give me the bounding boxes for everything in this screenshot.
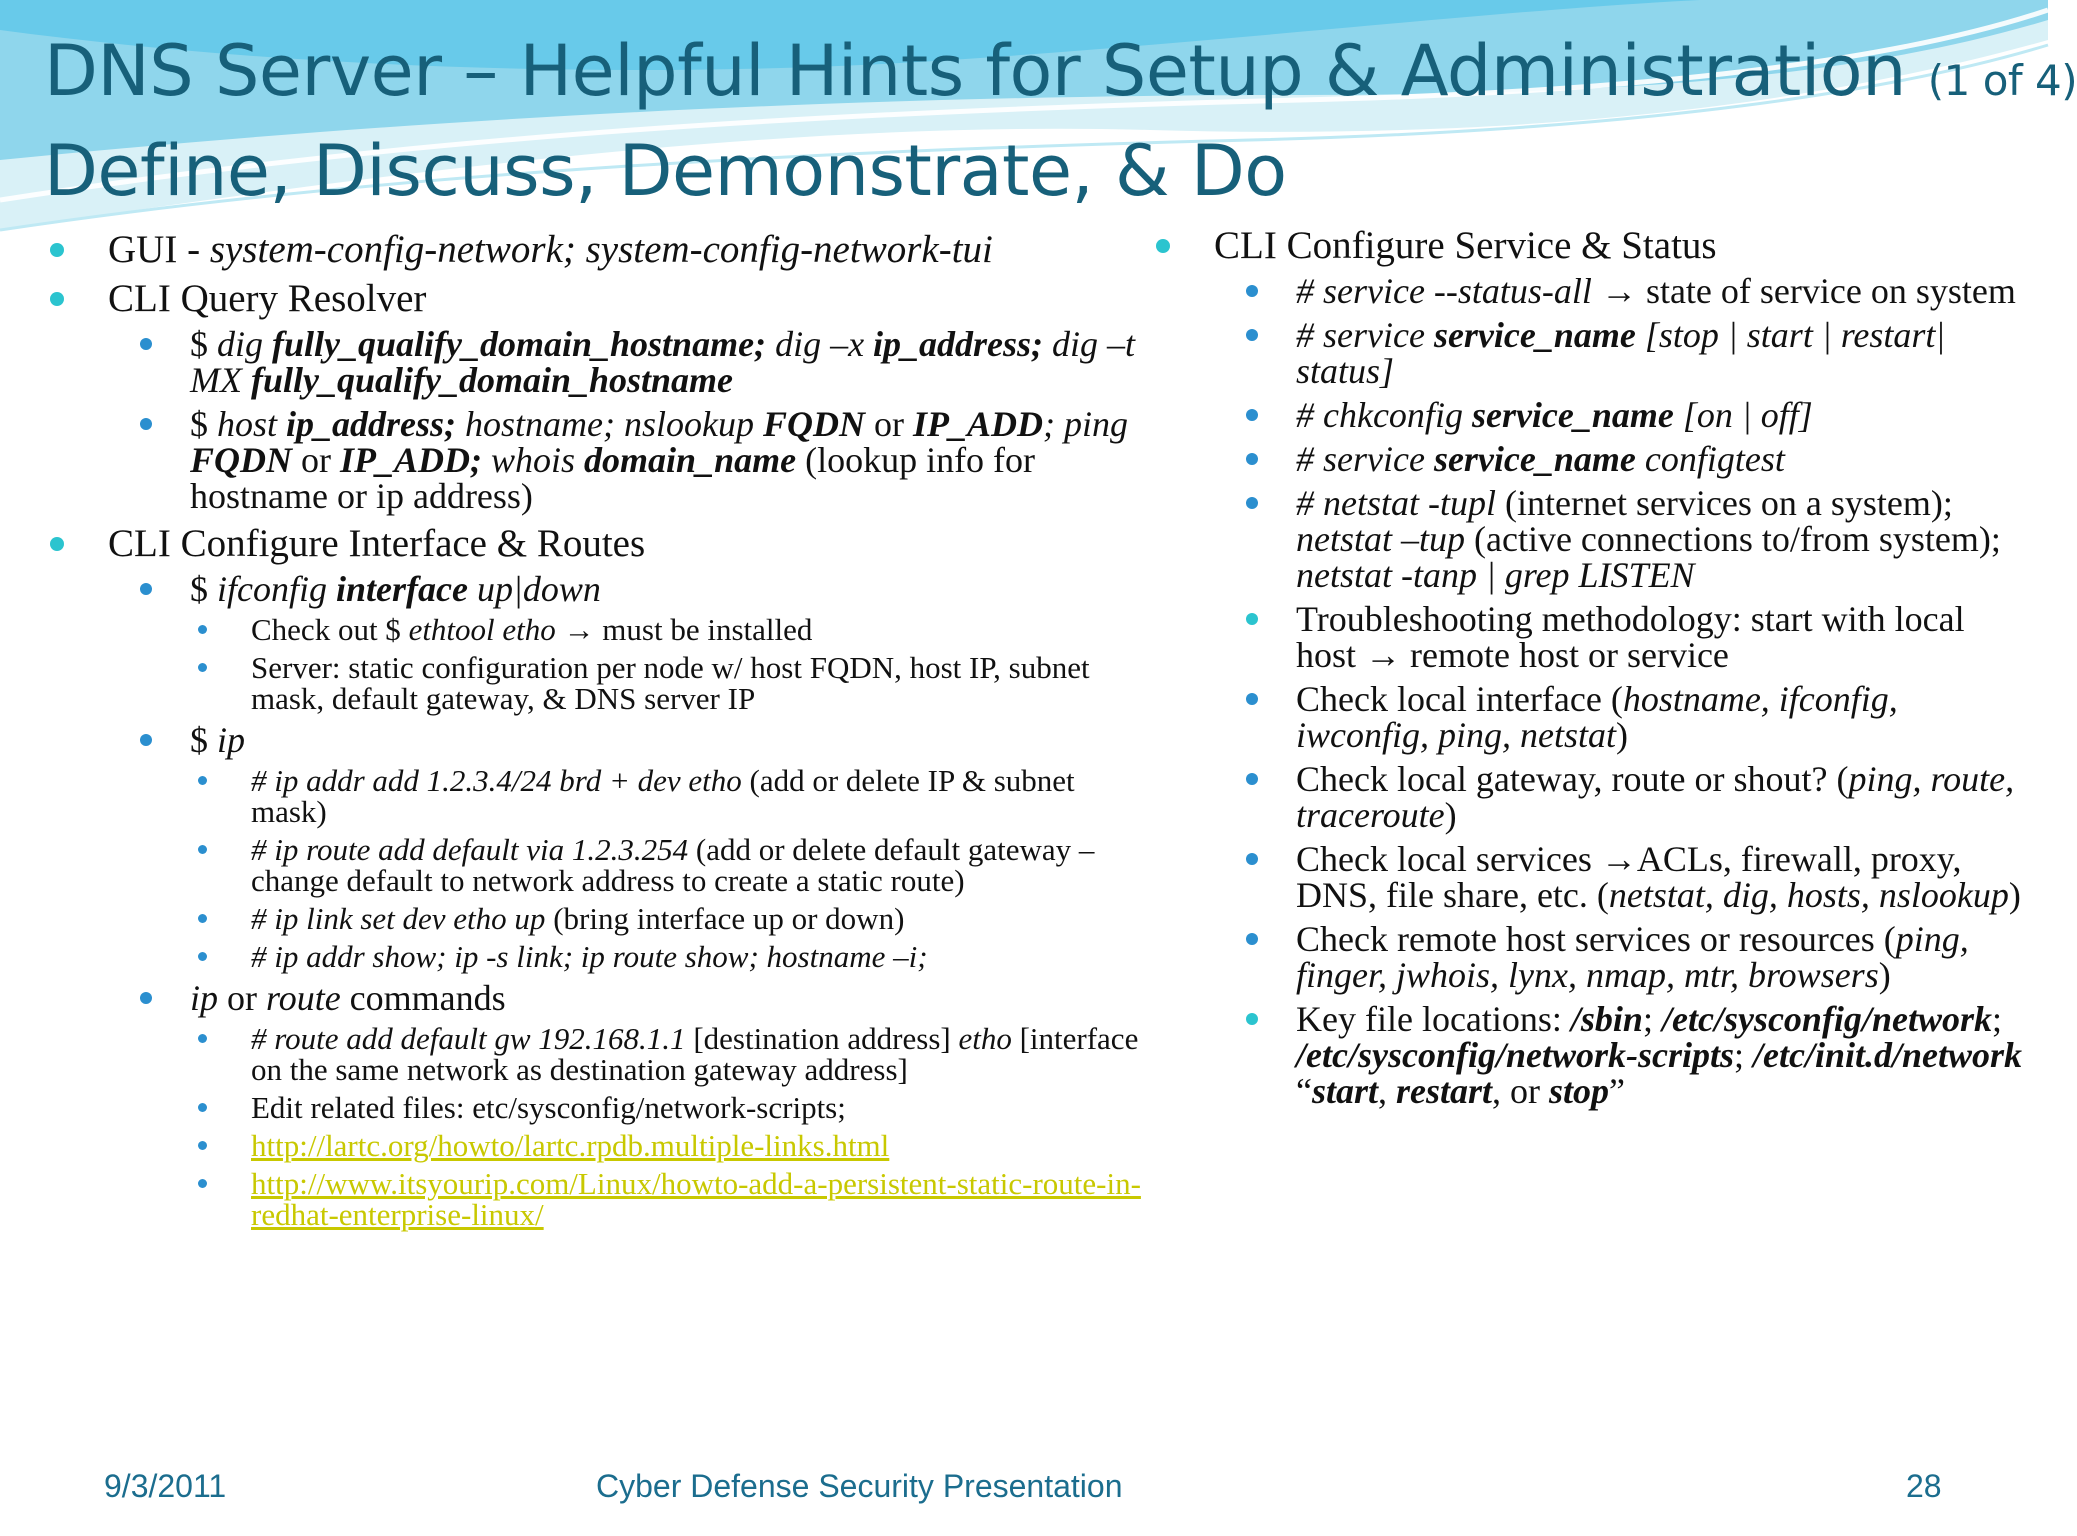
host-nslookup: hostname; nslookup [456,404,763,444]
host-or: or [865,404,913,444]
bullet-ifconfig [46,571,1156,607]
bullet-dot [1246,613,1258,625]
bullet-check-remote [1152,921,2032,993]
bullet-dot [1156,239,1170,253]
check-iface-text: Check local interface ( [1296,679,1623,719]
bullet-ip-route [46,834,1156,896]
route-dev: etho [958,1021,1012,1056]
bullet-configtest [1152,441,2032,477]
bullet-dot [1246,1013,1258,1025]
ip-cmd: ip [217,720,246,760]
server-static-text: Server: static configuration per node w/ host FQDN, host IP, subnet mask, default gateway, & DNS server IP [251,650,1090,716]
ip-prefix: $ [190,720,217,760]
bullet-dot [1246,453,1258,465]
ethtool-post: → must be installed [555,612,813,647]
bullet-cli-service [1152,226,2032,265]
bullet-ip-addr [46,765,1156,827]
bullet-dot [198,1179,207,1188]
netstat-tanp: netstat -tanp | grep LISTEN [1296,555,1695,595]
cli-service-label: CLI Configure Service & Status [1214,224,1717,267]
bullet-dot [198,1103,207,1112]
bullet-dot [140,734,152,746]
dig-cmd: dig [217,324,273,364]
key-restart: restart [1396,1071,1493,1111]
netstat-tupl: # netstat -tupl [1296,483,1496,523]
status-all-note: → state of service on system [1591,271,2016,311]
bullet-dot [198,914,207,923]
key-start: start [1311,1071,1379,1111]
host-note: (lookup info for hostname or ip address) [190,440,1036,516]
ip-addr-cmd: # ip addr add 1.2.3.4/24 brd + dev etho [251,763,742,798]
cli-iface-label: CLI Configure Interface & Routes [108,522,646,565]
bullet-ip-route-commands [46,980,1156,1016]
dig-host2: fully_qualify_domain_hostname [250,360,734,400]
title-main: DNS Server – Helpful Hints for Setup & Administration [44,30,1906,112]
bullet-dot [198,952,207,961]
bullet-ip-link [46,903,1156,934]
bullet-dot [1246,285,1258,297]
dig-x: dig –x [766,324,874,364]
bullet-status-all [1152,273,2032,309]
check-iface-cmds: hostname, ifconfig, iwconfig, ping, netstat [1296,679,1898,755]
bullet-link1 [46,1130,1156,1161]
right-column [1152,218,2032,1109]
bullet-host [46,406,1156,514]
check-iface-end: ) [1616,715,1628,755]
bullet-dot [1246,693,1258,705]
host-ping: ; ping [1043,404,1129,444]
bullet-dot [140,338,152,350]
bullet-route-add [46,1023,1156,1085]
svc-opts: [stop | start | restart| status] [1296,315,1946,391]
key-scripts: /etc/sysconfig/network-scripts [1296,1035,1734,1075]
bullet-edit-files [46,1092,1156,1123]
ip-link-note: (bring interface up or down) [545,901,905,936]
bullet-dot [50,292,64,306]
bullet-dot [1246,773,1258,785]
chk-name: service_name [1471,395,1674,435]
bullet-service-control [1152,317,2032,389]
host-domain: domain_name [584,440,797,480]
bullet-key-files [1152,1001,2032,1109]
host-prefix: $ [190,404,217,444]
bullet-dot [140,992,152,1004]
key-sep: ; [1991,999,2002,1039]
bullet-dot [1246,497,1258,509]
key-label: Key file locations: [1296,999,1571,1039]
ifc-iface: interface [336,569,468,609]
bullet-dot [198,845,207,854]
key-quote: ” [1609,1071,1626,1111]
host-cmd: host [217,404,287,444]
gui-commands: system-config-network; system-config-network-tui [209,228,993,271]
bullet-dot [1246,853,1258,865]
slide-subtitle: Define, Discuss, Demonstrate, & Do [44,130,1287,212]
iproute-tail: commands [340,978,506,1018]
check-remote-cmds: ping, finger, jwhois, lynx, nmap, mtr, browsers [1296,919,1969,995]
cfg-name: service_name [1433,439,1636,479]
ethtool-pre: Check out $ [251,612,409,647]
ethtool-cmd: ethtool etho [408,612,556,647]
iproute-route: route [266,978,341,1018]
dig-prefix: $ [190,324,217,364]
bullet-dig [46,326,1156,398]
svc-name: service_name [1433,315,1636,355]
host-or2: or [292,440,341,480]
bullet-ip-show [46,941,1156,972]
key-sep: ; [1733,1035,1753,1075]
troubleshooting-text: Troubleshooting methodology: start with local host → remote host or service [1296,599,1965,675]
footer-date: 9/3/2011 [104,1468,227,1504]
key-sbin: /sbin [1570,999,1643,1039]
ip-show-cmd: # ip addr show; ip -s link; ip route show; hostname –i; [251,939,928,974]
bullet-dot [140,418,152,430]
bullet-cli-iface [46,524,1156,563]
bullet-check-gateway [1152,761,2032,833]
footer-title: Cyber Defense Security Presentation [596,1468,1123,1504]
netstat-note1: (internet services on a system); [1496,483,1953,523]
host-whois: whois [482,440,585,480]
ifc-updown: up|down [467,569,601,609]
bullet-dot [1246,409,1258,421]
bullet-gui [46,230,1156,269]
key-stop: stop [1549,1071,1610,1111]
host-ip: ip_address; [286,404,457,444]
bullet-cli-query [46,279,1156,318]
check-gw-end: ) [1444,795,1457,835]
key-comma: , [1378,1071,1397,1111]
bullet-netstat [1152,485,2032,593]
check-gw-cmds: ping, route, traceroute [1296,759,2015,835]
route-mid: [destination address] [685,1021,959,1056]
bullet-dot [1246,933,1258,945]
edit-files-text: Edit related files: etc/sysconfig/network-scripts; [251,1090,846,1125]
ip-route-note: (add or delete default gateway – change default to network address to create a static route) [251,832,1095,898]
bullet-dot [198,1141,207,1150]
bullet-chkconfig [1152,397,2032,433]
bullet-dot [198,1034,207,1043]
check-gw-text: Check local gateway, route or shout? ( [1296,759,1849,799]
check-svc-end: ) [2008,875,2021,915]
host-ipadd: IP_ADD [913,404,1044,444]
key-quote: “ [1296,1071,1312,1111]
itsyourip-link[interactable]: http://www.itsyourip.com/Linux/howto-add-a-persistent-static-route-in-redhat-enterprise-linux/ [251,1166,1141,1232]
key-sep: ; [1642,999,1662,1039]
bullet-ethtool [46,614,1156,645]
check-svc-text: Check local services →ACLs, firewall, proxy, DNS, file share, etc. ( [1296,839,1962,915]
bullet-dot [198,625,207,634]
route-cmd: # route add default gw 192.168.1.1 [251,1021,686,1056]
bullet-dot [198,776,207,785]
bullet-server-static [46,652,1156,714]
ip-addr-note: (add or delete IP & subnet mask) [251,763,1075,829]
netstat-note2: (active connections to/from system); [1465,519,2001,559]
bullet-dot [140,583,152,595]
check-remote-text: Check remote host services or resources ( [1296,919,1896,959]
bullet-ip [46,722,1156,758]
dig-ip: ip_address; [873,324,1044,364]
bullet-check-services [1152,841,2032,913]
host-ipadd2: IP_ADD; [340,440,483,480]
gui-label: GUI - [108,228,210,271]
bullet-dot [1246,329,1258,341]
svc-cmd: # service [1296,315,1434,355]
bullet-check-interface [1152,681,2032,753]
iproute-or: or [218,978,267,1018]
footer-page-number: 28 [1906,1468,1942,1504]
status-all-cmd: # service --status-all [1296,271,1592,311]
host-fqdn2: FQDN [190,440,293,480]
host-fqdn: FQDN [762,404,865,444]
cfg-test: configtest [1635,439,1785,479]
ifc-cmd: ifconfig [217,569,336,609]
dig-host: fully_qualify_domain_hostname; [272,324,767,364]
bullet-troubleshooting [1152,601,2032,673]
slide-title [44,30,2077,112]
ip-route-cmd: # ip route add default via 1.2.3.254 [251,832,689,867]
left-column [46,220,1156,1230]
route-note: [interface on the same network as destination gateway address] [251,1021,1139,1087]
check-svc-cmds: netstat, dig, hosts, nslookup [1608,875,2009,915]
bullet-link2 [46,1168,1156,1230]
key-init: /etc/init.d/network [1753,1035,2023,1075]
check-remote-end: ) [1878,955,1891,995]
chk-opts: [on | off] [1673,395,1813,435]
dig-mx: dig –t MX [190,324,1136,400]
key-or: , or [1492,1071,1550,1111]
bullet-dot [198,663,207,672]
key-network: /etc/sysconfig/network [1661,999,1992,1039]
bullet-dot [50,537,64,551]
cfg-cmd: # service [1296,439,1434,479]
netstat-tup: netstat –tup [1296,519,1465,559]
iproute-ip: ip [190,978,219,1018]
chk-cmd: # chkconfig [1296,395,1472,435]
bullet-dot [50,243,64,257]
ip-link-cmd: # ip link set dev etho up [251,901,546,936]
title-page-count: (1 of 4) [1927,56,2077,105]
lartc-link[interactable]: http://lartc.org/howto/lartc.rpdb.multiple-links.html [251,1128,890,1163]
cli-query-label: CLI Query Resolver [108,277,427,320]
ifc-prefix: $ [190,569,217,609]
